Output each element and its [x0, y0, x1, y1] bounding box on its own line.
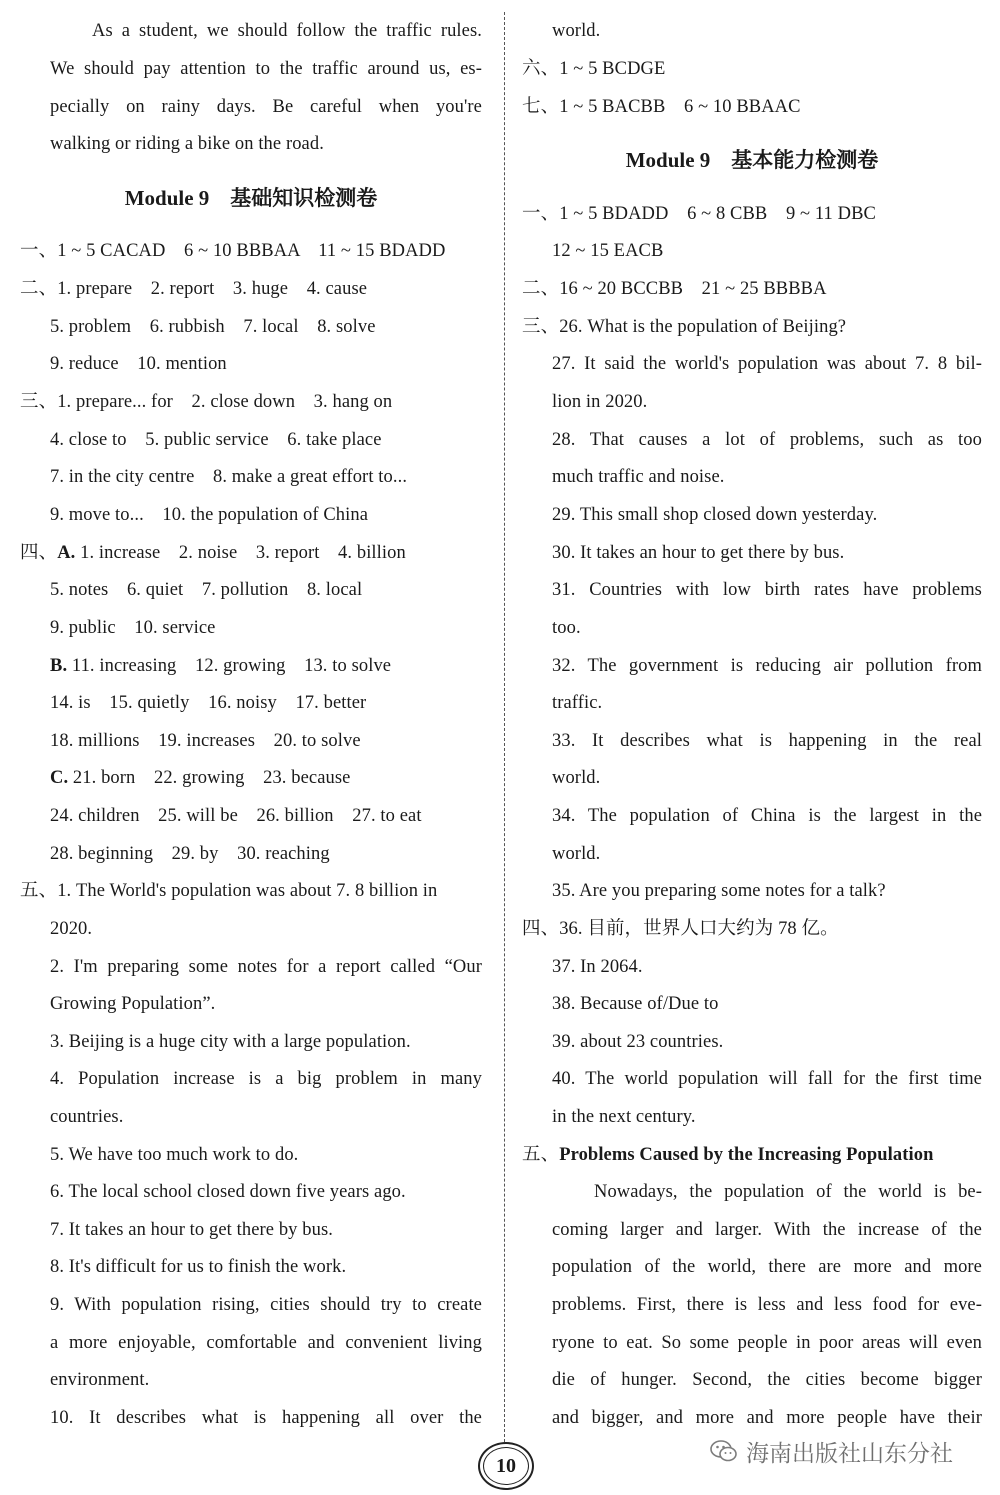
section-heading: Module 9 基础知识检测卷 — [124, 186, 378, 210]
answer-line: 5. problem 6. rubbish 7. local 8. solve — [50, 317, 376, 337]
intro-line: pecially on rainy days. Be careful when you're — [50, 97, 482, 117]
section-heading: Module 9 基本能力检测卷 — [625, 148, 879, 172]
answer-line: 二、16 ~ 20 BCCBB 21 ~ 25 BBBBA — [522, 279, 827, 299]
answer-line: too. — [552, 618, 581, 638]
answer-line: 2. I'm preparing some notes for a report called “Our — [50, 957, 482, 977]
part-label: A. — [57, 543, 76, 563]
answer-line: 二、1. prepare 2. report 3. huge 4. cause — [20, 279, 368, 299]
wechat-icon — [710, 1439, 738, 1463]
answer-line: 38. Because of/Due to — [552, 994, 719, 1014]
answer-line: world. — [552, 768, 601, 788]
essay-line: coming larger and larger. With the increase of the — [552, 1220, 982, 1240]
answer-line: 五、1. The World's population was about 7. 8 billion in — [20, 881, 438, 901]
answer-line: 四、36. 目前，世界人口大约为 78 亿。 — [522, 919, 839, 939]
answer-line: 35. Are you preparing some notes for a talk? — [552, 881, 886, 901]
answer-line: 37. In 2064. — [552, 957, 643, 977]
essay-title: Problems Caused by the Increasing Population — [559, 1145, 934, 1165]
answer-line: 三、26. What is the population of Beijing? — [522, 317, 847, 337]
answer-line: 7. It takes an hour to get there by bus. — [50, 1220, 333, 1240]
answer-line: 2020. — [50, 919, 93, 939]
part-label: B. — [50, 656, 68, 676]
essay-line: and bigger, and more and more people have their — [552, 1408, 982, 1428]
answer-line: 六、1 ~ 5 BCDGE — [522, 59, 666, 79]
essay-line: ryone to eat. So some people in poor areas will even — [552, 1333, 982, 1353]
page-number: 10 — [478, 1442, 534, 1490]
answer-line: 39. about 23 countries. — [552, 1032, 724, 1052]
essay-line: problems. First, there is less and less food for eve- — [552, 1295, 982, 1315]
answer-line: in the next century. — [552, 1107, 696, 1127]
watermark — [710, 1428, 953, 1474]
answer-line: 30. It takes an hour to get there by bus. — [552, 543, 845, 563]
answer-line: 28. That causes a lot of problems, such as too — [552, 430, 982, 450]
part-label: C. — [50, 768, 69, 788]
answer-line: 12 ~ 15 EACB — [552, 241, 664, 261]
intro-line: As a student, we should follow the traffic rules. — [92, 21, 482, 41]
intro-line: walking or riding a bike on the road. — [50, 134, 324, 154]
intro-line: We should pay attention to the traffic around us, es- — [50, 59, 482, 79]
answer-line: much traffic and noise. — [552, 467, 725, 487]
essay-line: die of hunger. Second, the cities become bigger — [552, 1370, 982, 1390]
answer-line: 40. The world population will fall for the first time — [552, 1069, 982, 1089]
answer-line: 三、1. prepare... for 2. close down 3. hang on — [20, 392, 393, 412]
essay-line: population of the world, there are more and more — [552, 1257, 982, 1277]
answer-line: a more enjoyable, comfortable and convenient living — [50, 1333, 482, 1353]
answer-line: 8. It's difficult for us to finish the work. — [50, 1257, 347, 1277]
essay-line: Nowadays, the population of the world is be- — [594, 1182, 982, 1202]
answer-line: 4. close to 5. public service 6. take place — [50, 430, 382, 450]
answer-line: 29. This small shop closed down yesterday. — [552, 505, 878, 525]
section-number: 四、 — [20, 543, 58, 563]
watermark-text: 海南出版社山东分社 — [746, 1440, 953, 1467]
answer-line: 34. The population of China is the largest in the — [552, 806, 982, 826]
answer-line: 28. beginning 29. by 30. reaching — [50, 844, 330, 864]
answer-line: 七、1 ~ 5 BACBB 6 ~ 10 BBAAC — [522, 97, 801, 117]
answer-line: 9. With population rising, cities should try to create — [50, 1295, 482, 1315]
answer-line: 31. Countries with low birth rates have problems — [552, 580, 982, 600]
answer-line: countries. — [50, 1107, 124, 1127]
answer-text: 1. increase 2. noise 3. report 4. billion — [80, 543, 406, 563]
answer-line: 5. We have too much work to do. — [50, 1145, 299, 1165]
answer-text: 21. born 22. growing 23. because — [72, 768, 351, 788]
answer-line: 32. The government is reducing air pollution from — [552, 656, 982, 676]
answer-line: 4. Population increase is a big problem in many — [50, 1069, 482, 1089]
answer-line — [20, 541, 406, 565]
answer-line: 14. is 15. quietly 16. noisy 17. better — [50, 693, 367, 713]
answer-line: 6. The local school closed down five years ago. — [50, 1182, 406, 1202]
answer-line: environment. — [50, 1370, 150, 1390]
answer-line: 7. in the city centre 8. make a great effort to... — [50, 467, 408, 487]
answer-line: 一、1 ~ 5 CACAD 6 ~ 10 BBBAA 11 ~ 15 BDADD — [20, 241, 446, 261]
answer-line: 27. It said the world's population was about 7. 8 bil- — [552, 354, 982, 374]
answer-line: world. — [552, 844, 601, 864]
answer-line: traffic. — [552, 693, 603, 713]
answer-line: 一、1 ~ 5 BDADD 6 ~ 8 CBB 9 ~ 11 DBC — [522, 204, 876, 224]
answer-line — [50, 654, 391, 678]
answer-line: 9. reduce 10. mention — [50, 354, 227, 374]
essay-title-line — [522, 1143, 933, 1167]
answer-line: 9. move to... 10. the population of China — [50, 505, 369, 525]
answer-text: 11. increasing 12. growing 13. to solve — [71, 656, 392, 676]
answer-line — [50, 766, 351, 790]
answer-line: Growing Population”. — [50, 994, 216, 1014]
answer-line: 9. public 10. service — [50, 618, 216, 638]
answer-line: 18. millions 19. increases 20. to solve — [50, 731, 361, 751]
answer-line: 33. It describes what is happening in the real — [552, 731, 982, 751]
answer-line: world. — [552, 21, 601, 41]
column-divider — [504, 12, 505, 1442]
answer-line: 10. It describes what is happening all over the — [50, 1408, 482, 1428]
answer-line: 24. children 25. will be 26. billion 27. to eat — [50, 806, 422, 826]
answer-line: lion in 2020. — [552, 392, 648, 412]
section-number: 五、 — [522, 1145, 560, 1165]
answer-line: 3. Beijing is a huge city with a large population. — [50, 1032, 411, 1052]
answer-line: 5. notes 6. quiet 7. pollution 8. local — [50, 580, 363, 600]
